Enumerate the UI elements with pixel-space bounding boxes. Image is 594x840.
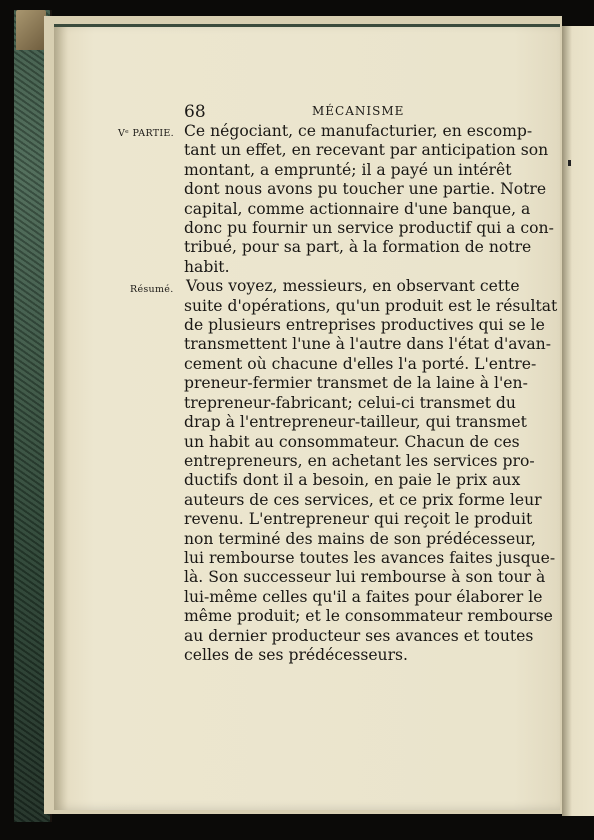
text-line: drap à l'entrepreneur-tailleur, qui transmet — [184, 413, 527, 432]
text-line: entrepreneurs, en achetant les services pro- — [184, 451, 535, 470]
text-line: de plusieurs entreprises productives qui se le — [184, 316, 545, 335]
text-line: capital, comme actionnaire d'une banque, a — [184, 199, 531, 218]
text-line: donc pu fournir un service productif qui a con- — [184, 219, 554, 238]
text-line: habit. — [184, 257, 230, 276]
text-line: lui-même celles qu'il a faites pour élaborer le — [184, 587, 543, 606]
text-line: auteurs de ces services, et ce prix forme leur — [184, 490, 542, 509]
text-line: suite d'opérations, qu'un produit est le résultat — [184, 296, 558, 315]
facing-page-mark — [568, 160, 571, 166]
text-line: Vous voyez, messieurs, en observant cette — [186, 277, 520, 296]
text-line: transmettent l'une à l'autre dans l'état d'avan- — [184, 335, 551, 354]
text-line: preneur-fermier transmet de la laine à l'en- — [184, 374, 528, 393]
text-line: celles de ses prédécesseurs. — [184, 645, 409, 664]
text-line: au dernier producteur ses avances et toutes — [184, 626, 534, 645]
text-line: même produit; et le consommateur rembourse — [184, 607, 553, 626]
text-line: dont nous avons pu toucher une partie. Notre — [184, 180, 547, 199]
text-line: là. Son successeur lui rembourse à son tour à — [184, 568, 546, 587]
text-line: revenu. L'entrepreneur qui reçoit le produit — [184, 510, 533, 529]
text-line: un habit au consommateur. Chacun de ces — [184, 432, 520, 451]
text-line: lui rembourse toutes les avances faites jusque- — [184, 548, 556, 567]
running-title: MÉCANISME — [312, 104, 405, 118]
text-line: montant, a emprunté; il a payé un intérêt — [184, 160, 512, 179]
text-line: non terminé des mains de son prédécesseur, — [184, 529, 536, 548]
text-line: cement où chacune d'elles l'a porté. L'entre- — [184, 354, 537, 373]
text-line: tribué, pour sa part, à la formation de notre — [184, 238, 532, 257]
margin-note-summary: Résumé. — [130, 284, 174, 295]
cover-corner — [16, 10, 46, 50]
body-text — [184, 122, 558, 665]
page-number: 68 — [184, 102, 206, 122]
facing-page-edge — [562, 26, 594, 816]
text-line: trepreneur-fabricant; celui-ci transmet du — [184, 393, 516, 412]
text-line: ductifs dont il a besoin, en paie le prix aux — [184, 471, 521, 490]
margin-note-part: Vᵉ PARTIE. — [118, 128, 174, 139]
text-line: tant un effet, en recevant par anticipation son — [184, 141, 549, 160]
text-line: Ce négociant, ce manufacturier, en escomp- — [184, 122, 533, 140]
